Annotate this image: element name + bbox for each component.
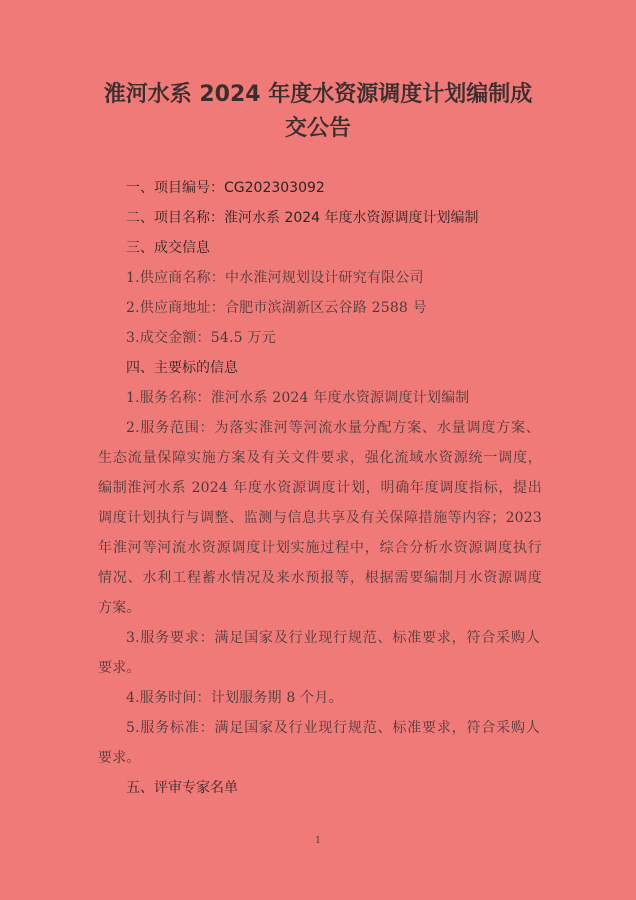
supplier-name: 1.供应商名称：中水淮河规划设计研究有限公司 <box>126 270 424 286</box>
service-scope-line: 方案。 <box>98 600 141 616</box>
section-deal-info-heading: 三、成交信息 <box>126 240 210 256</box>
service-scope-line: 生态流量保障实施方案及有关文件要求，强化流域水资源统一调度， <box>98 450 542 466</box>
deal-amount: 3.成交金额：54.5 万元 <box>126 330 276 346</box>
service-standard-line: 5.服务标准：满足国家及行业现行规范、标准要求，符合采购人 <box>126 720 540 736</box>
service-time: 4.服务时间：计划服务期 8 个月。 <box>126 690 343 706</box>
service-scope-line: 情况、水利工程蓄水情况及来水预报等，根据需要编制月水资源调度 <box>98 570 542 586</box>
section-expert-list-heading: 五、评审专家名单 <box>126 780 238 796</box>
service-scope-line: 2.服务范围：为落实淮河等河流水量分配方案、水量调度方案、 <box>126 420 540 436</box>
service-requirement-line: 要求。 <box>98 660 141 676</box>
title-line-2: 交公告 <box>284 116 351 141</box>
page-number: 1 <box>315 836 321 846</box>
section-project-number: 一、项目编号：CG202303092 <box>126 180 325 196</box>
section-project-name: 二、项目名称：淮河水系 2024 年度水资源调度计划编制 <box>126 210 479 226</box>
service-requirement-line: 3.服务要求：满足国家及行业现行规范、标准要求，符合采购人 <box>126 630 540 646</box>
service-name: 1.服务名称：淮河水系 2024 年度水资源调度计划编制 <box>126 390 470 406</box>
title-line-1: 淮河水系 2024 年度水资源调度计划编制成 <box>103 82 533 107</box>
section-main-subject-heading: 四、主要标的信息 <box>126 360 238 376</box>
document-title <box>60 78 576 146</box>
service-scope-line: 调度计划执行与调整、监测与信息共享及有关保障措施等内容；2023 <box>98 510 542 526</box>
service-scope-line: 编制淮河水系 2024 年度水资源调度计划，明确年度调度指标，提出 <box>98 480 542 496</box>
service-standard-line: 要求。 <box>98 750 141 766</box>
service-scope-line: 年淮河等河流水资源调度计划实施过程中，综合分析水资源调度执行 <box>98 540 542 556</box>
supplier-address: 2.供应商地址：合肥市滨湖新区云谷路 2588 号 <box>126 300 427 316</box>
